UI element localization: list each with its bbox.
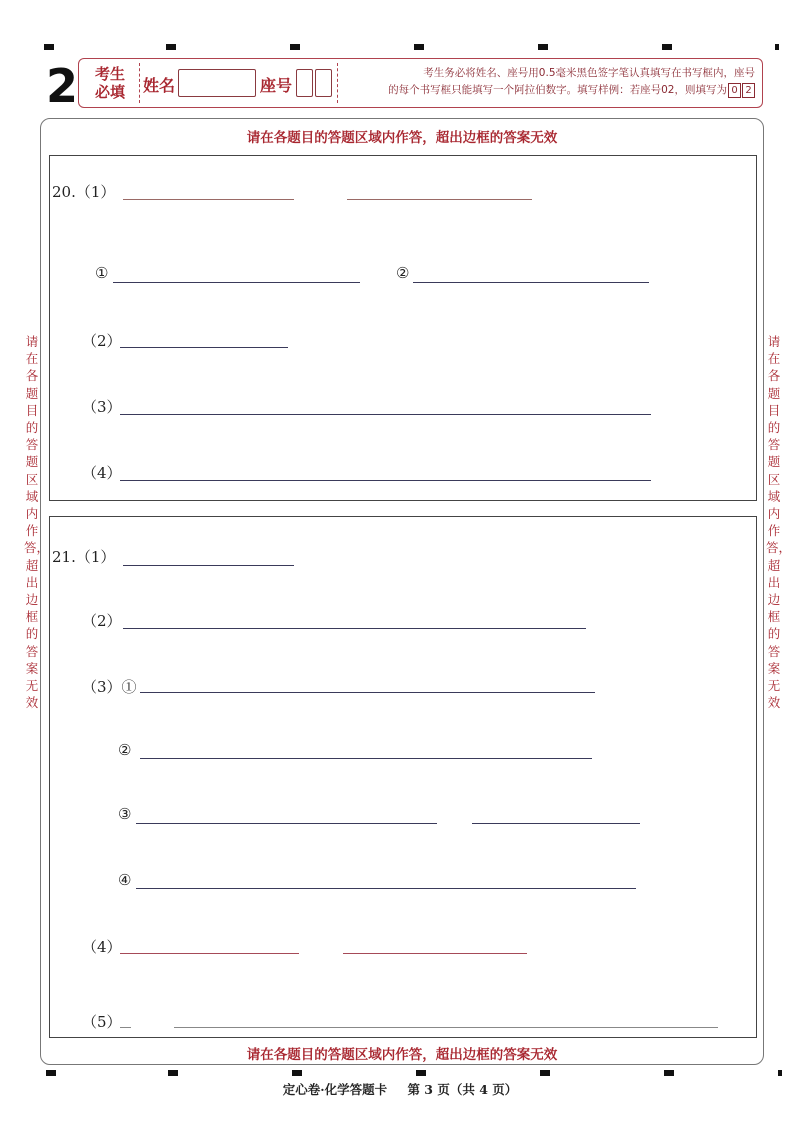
q21-circled-3-label: ③ — [118, 805, 132, 823]
right-side-warning: 请在各题目的答题区域内作答，超出边框的答案无效 — [766, 334, 792, 711]
q20-circled-1-blank[interactable] — [113, 282, 360, 283]
q21-part2-blank[interactable] — [123, 628, 586, 629]
q21-part4-blank-a[interactable] — [120, 953, 299, 954]
q20-part2-label: （2） — [82, 332, 122, 350]
q21-part5-blank-a[interactable] — [120, 1027, 131, 1028]
candidate-info-box — [78, 58, 763, 108]
registration-mark — [775, 44, 779, 50]
name-field[interactable] — [178, 69, 256, 97]
q21-part4-blank-b[interactable] — [343, 953, 527, 954]
fill-instructions: 考生务必将姓名、座号用0.5毫米黑色签字笔认真填写在书写框内，座号 的每个书写框只能填写一个阿拉伯数字。填写样例：若座号02，则填写为 0 2 — [388, 67, 755, 96]
question-21-area — [49, 516, 757, 1038]
registration-mark — [538, 44, 548, 50]
q20-part1-label: 20.（1） — [52, 183, 116, 201]
q21-part5-label: （5） — [82, 1013, 122, 1031]
q21-circled-2-blank[interactable] — [140, 758, 592, 759]
q20-part1-blank-b[interactable] — [347, 199, 532, 200]
registration-mark — [166, 44, 176, 50]
q20-circled-2-label: ② — [396, 264, 410, 282]
q21-circled-2-label: ② — [118, 741, 132, 759]
q21-circled-4-blank[interactable] — [136, 888, 636, 889]
example-digit-box: 2 — [742, 83, 755, 98]
example-digit-box: 0 — [728, 83, 741, 98]
q21-part3-label: （3）① — [82, 678, 137, 696]
q21-part5-blank-b[interactable] — [174, 1027, 718, 1028]
question-20-area — [49, 155, 757, 501]
q21-part2-label: （2） — [82, 612, 122, 630]
page-number: 第 3 页（共 4 页） — [407, 1082, 518, 1097]
q21-part4-label: （4） — [82, 938, 122, 956]
q20-part3-blank[interactable] — [120, 414, 651, 415]
q21-circled-3-blank-b[interactable] — [472, 823, 640, 824]
q21-part1-blank[interactable] — [123, 565, 294, 566]
sheet-number: 2 — [46, 59, 79, 113]
bottom-warning-banner: 请在各题目的答题区域内作答，超出边框的答案无效 — [246, 1047, 558, 1063]
q20-circled-1-label: ① — [95, 264, 109, 282]
registration-mark — [290, 44, 300, 50]
name-label: 姓名 — [143, 76, 176, 95]
q21-part1-label: 21.（1） — [52, 548, 116, 566]
q20-part4-label: （4） — [82, 464, 122, 482]
q21-circled-4-label: ④ — [118, 871, 132, 889]
registration-mark — [662, 44, 672, 50]
q20-part3-label: （3） — [82, 398, 122, 416]
q21-circled-3-blank-a[interactable] — [136, 823, 437, 824]
q20-part4-blank[interactable] — [120, 480, 651, 481]
registration-mark — [778, 1070, 782, 1076]
registration-mark — [168, 1070, 178, 1076]
q21-part3-circled-1-blank[interactable] — [140, 692, 595, 693]
q20-part1-blank-a[interactable] — [123, 199, 294, 200]
q20-circled-2-blank[interactable] — [413, 282, 649, 283]
candidate-required-label: 考生 必填 — [94, 65, 125, 101]
registration-mark — [292, 1070, 302, 1076]
registration-mark — [46, 1070, 56, 1076]
registration-mark — [540, 1070, 550, 1076]
page-footer — [0, 1080, 800, 1098]
left-side-warning: 请在各题目的答题区域内作答，超出边框的答案无效 — [24, 334, 50, 711]
seat-label: 座号 — [260, 76, 293, 95]
registration-mark — [416, 1070, 426, 1076]
seat-digit-field-2[interactable] — [315, 69, 332, 97]
seat-digit-field-1[interactable] — [296, 69, 313, 97]
registration-mark — [44, 44, 54, 50]
q20-part2-blank[interactable] — [120, 347, 288, 348]
registration-mark — [414, 44, 424, 50]
top-warning-banner: 请在各题目的答题区域内作答，超出边框的答案无效 — [246, 130, 558, 146]
card-title: 定心卷·化学答题卡 — [282, 1082, 388, 1097]
registration-mark — [664, 1070, 674, 1076]
